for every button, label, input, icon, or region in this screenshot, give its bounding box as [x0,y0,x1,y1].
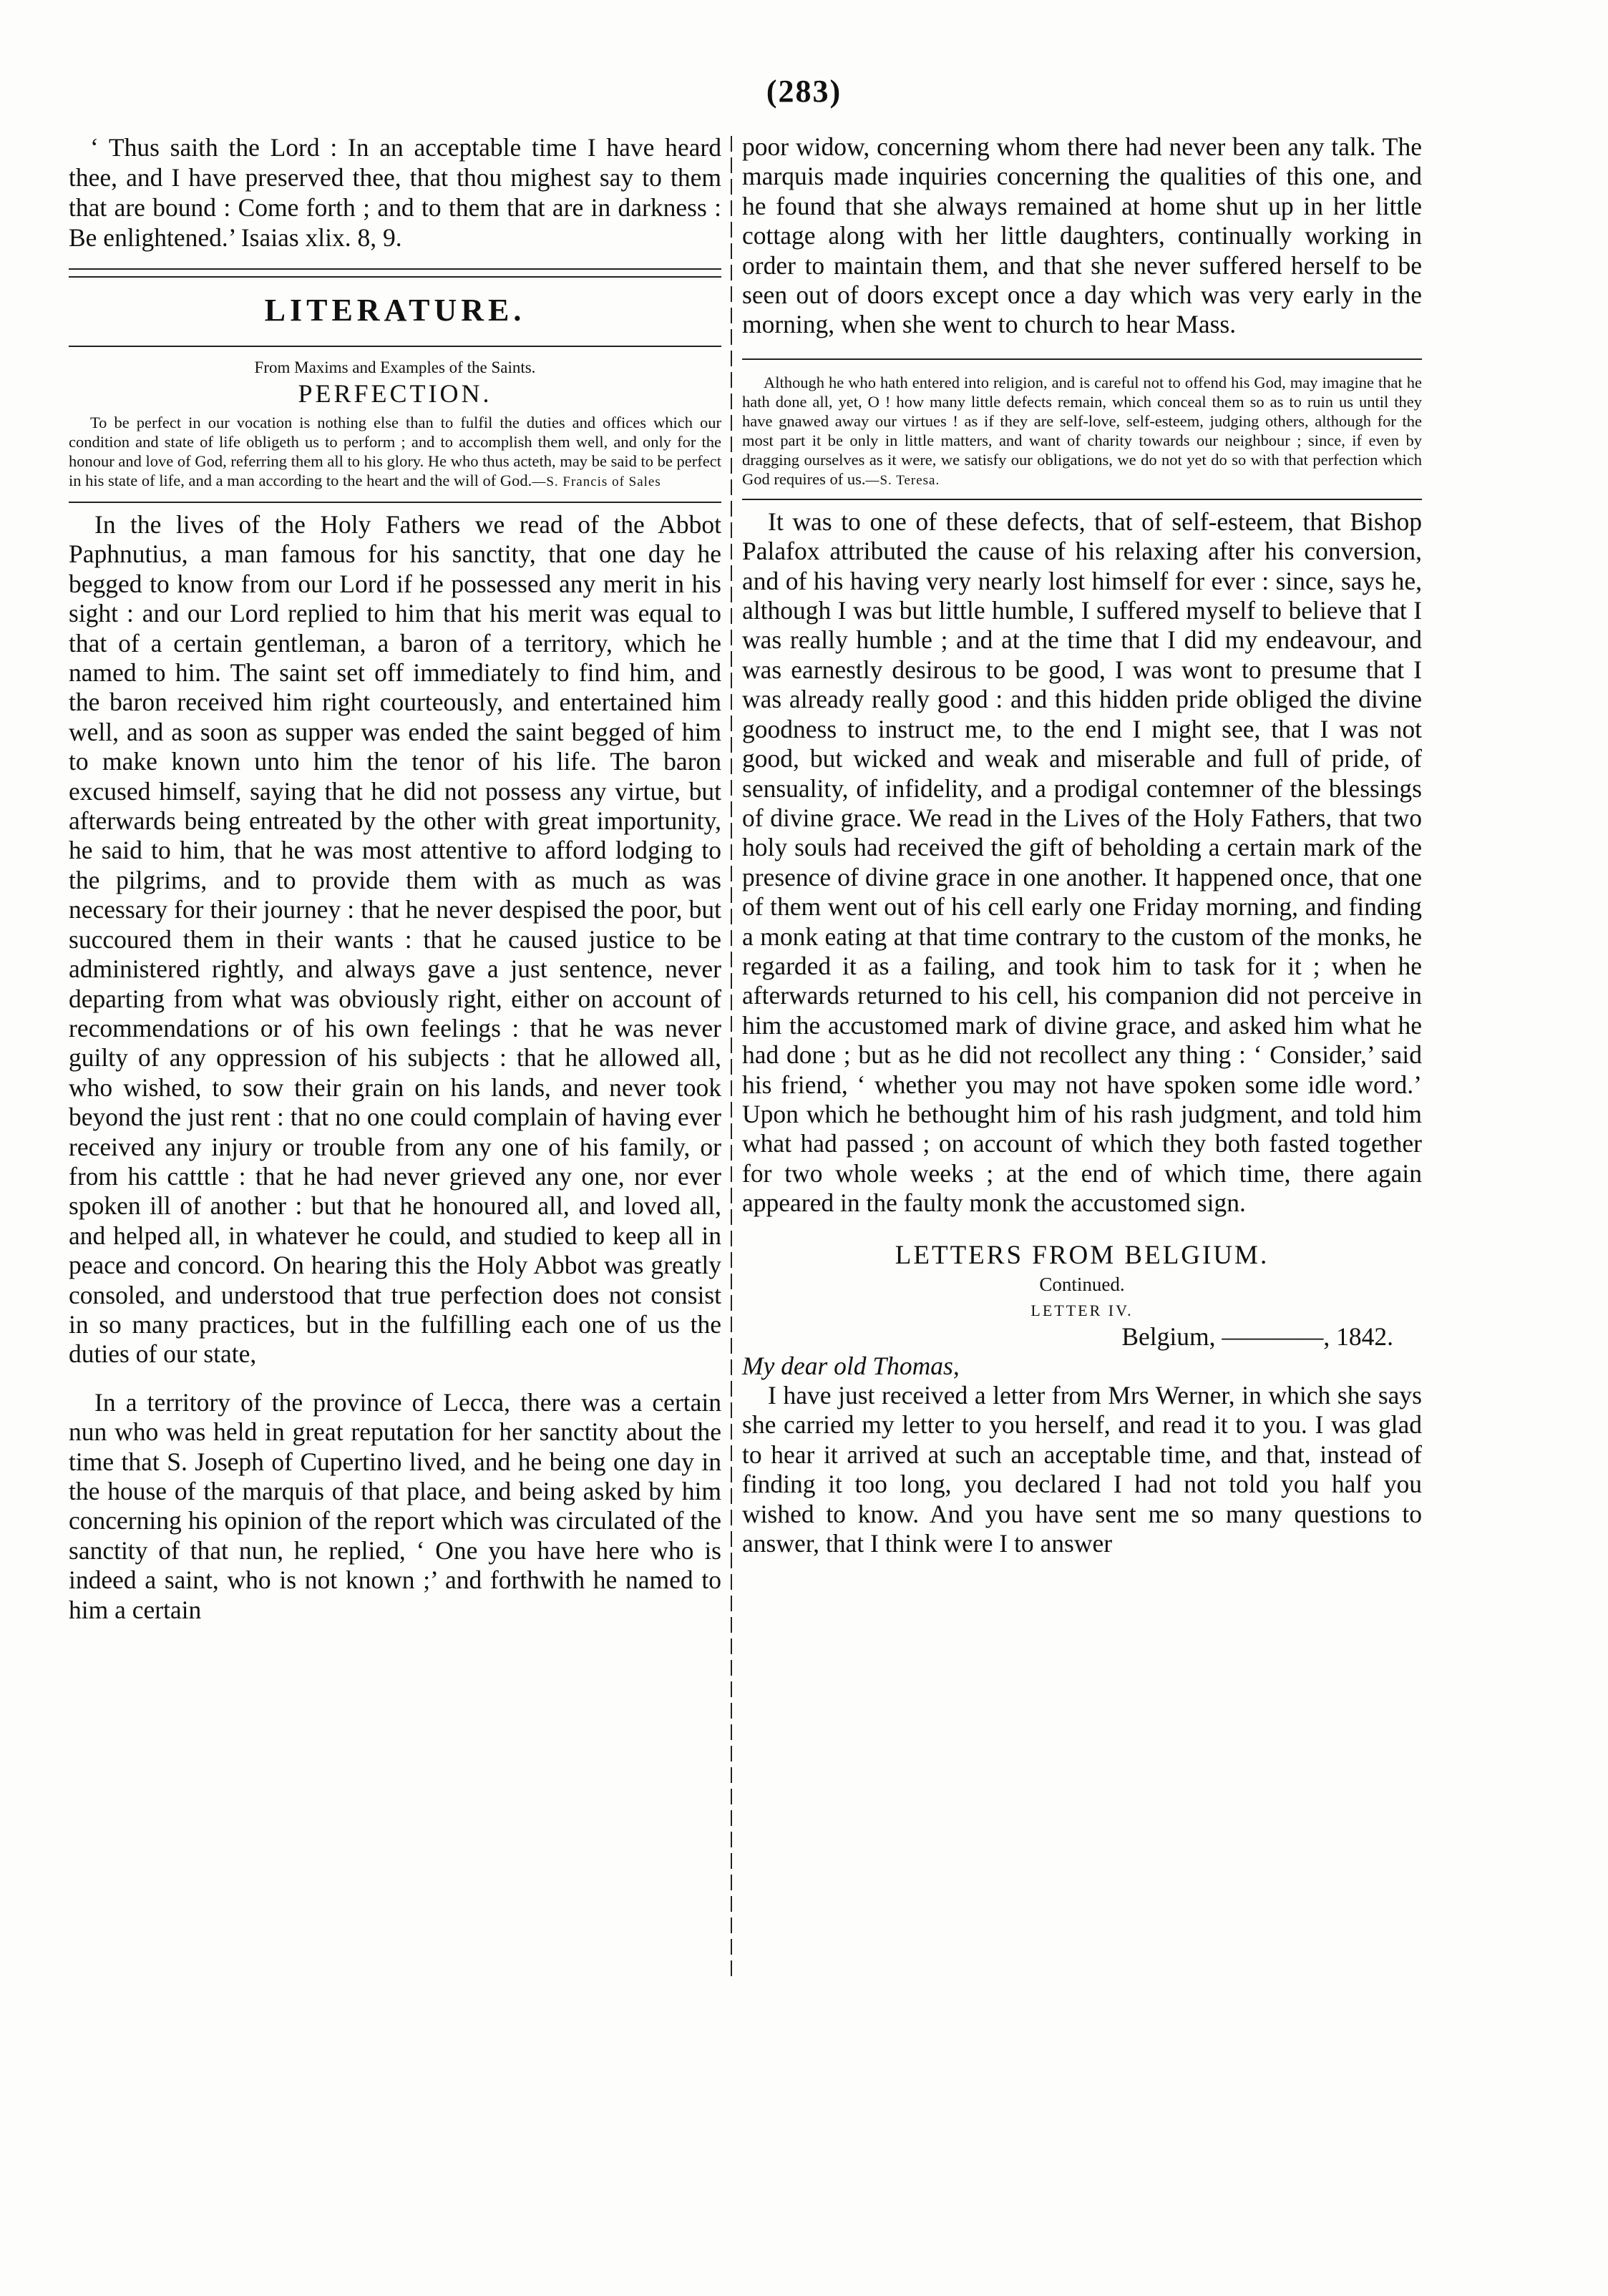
page-number: (283) [766,74,842,109]
salutation: My dear old Thomas, [742,1351,960,1380]
body-paragraph-continued: poor widow, concerning whom there had never been any talk. The marquis made inquiries concerning the qualities of this one, and he found that she always remained at home shut up in her little cottage along with her little daughters, continually working in order to maintain them, and that she never suffered herself to be seen out of doors except once a day which was very early in the morning, when she went to church to hear Mass. [742,132,1422,339]
column-divider [731,136,732,1982]
opening-quote: ‘ Thus saith the Lord : In an acceptable time I have heard thee, and I have preserved thee, that thou mighest say to them that are bound : Come forth ; and to them that are in darkness : Be enlightened.’ Isaias xlix. 8, 9. [69,133,721,252]
paragraph-spacer [69,1369,721,1388]
letter-number: LETTER IV. [1030,1301,1134,1319]
section-title: LITERATURE. [264,293,526,328]
body-paragraph: In the lives of the Holy Fathers we read of the Abbot Paphnutius, a man famous for his sanctity, that one day he begged to know from our Lord if he possessed any merit in his sight : and our Lord replied to him that his merit was equal to that of a certain gentleman, a baron of a territory, which he named to him. The saint set off immediately to find him, and the baron received him right courteously, and entertained him well, and as soon as supper was ended the saint begged of him to make known unto him the tenor of his life. The baron excused himself, saying that he did not possess any virtue, but afterwards being entreated by the other with great importunity, he said to him, that he was most attentive to afford lodging to the pilgrims, and to provide them with as much as was necessary for their journey : that he never despised the poor, but succoured them in their wants : that he caused justice to be administered rightly, and always gave a just sentence, never departing from what was obviously right, either on account of recommendations or of his own feelings : that he was never guilty of any oppression of his subjects : that he allowed all, who wished, to sow their grain on his lands, and never took beyond the just rent : that no one could complain of having ever received any injury or trouble from any one of his family, or from his catttle : that he had never grieved any one, nor ever spoken ill of another : but that he honoured all, and loved all, and helped all, in whatever he could, and studied to keep all in peace and concord. On hearing this the Holy Abbot was greatly consoled, and understood that true perfection does not consist in so many practices, but in the fulfilling each one of us the duties of our state, [69,510,721,1369]
maxim-text [69,413,721,492]
dateline: Belgium, ————, 1842. [1121,1322,1393,1351]
left-column [69,132,721,1625]
body-paragraph: It was to one of these defects, that of self-esteem, that Bishop Palafox attributed the cause of his relaxing after his conversion, and of his having very nearly lost himself for ever : since, says he, although I was but little humble, I suffered myself to believe that I was really humble ; and at the time that I did my endeavour, and was earnestly desirous to be good, I was wont to presume that I was already really good : and this hidden pride obliged the divine goodness to instruct me, to the end I might see, that I was not good, but wicked and weak and miserable and full of pride, of sensuality, of infidelity, and a prodigal contemner of the blessings of divine grace. We read in the Lives of the Holy Fathers, that two holy souls had received the gift of beholding a certain mark of the presence of divine grace in one another. It happened once, that one of them went out of his cell early one Friday morning, and finding a monk eating at that time contrary to the custom of the monks, he regarded it as a failing, and took him to task for it ; when he afterwards returned to his cell, his companion did not perceive in him the accustomed mark of divine grace, and asked him what he had done ; but as he did not recollect any thing : ‘ Consider,’ said his friend, ‘ whether you may not have spoken some idle word.’ Upon which he bethought him of his rash judgment, and told him what had passed ; on account of which they both fasted together for two whole weeks ; at the end of which time, there again appeared in the faulty monk the accustomed sign. [742,507,1422,1218]
maxim-signature: —S. Teresa. [865,472,940,488]
double-rule [69,268,721,278]
title-rule [69,346,721,347]
maxim-separator [742,499,1422,500]
body-paragraph: In a territory of the province of Lecca, there was a certain nun who was held in great reputation for her sanctity about the time that S. Joseph of Cupertino lived, and he being one day in the house of the marquis of that place, and being asked by him concerning his opinion of the report which was circulated of the sanctity of that nun, he replied, ‘ One you have here who is indeed a saint, who is not known ;’ and forthwith he named to him a certain [69,1387,721,1624]
maxim-text [742,373,1422,490]
maxim-body: Although he who hath entered into religion, and is careful not to offend his God, may imagine that he hath done all, yet, O ! how many little defects remain, which conceal them so as to ruin us until they have gnawed away our virtues ! as if they are self-love, self-esteem, judging others, although for the most part it be only in little matters, and want of charity towards our neighbour ; since, if even by dragging ourselves as it were, we satisfy our obligations, we do not yet do so with that perfection which God requires of us. [742,373,1422,488]
letters-title: LETTERS FROM BELGIUM. [895,1240,1270,1270]
right-column [742,132,1422,1558]
source-line: From Maxims and Examples of the Saints. [254,358,536,376]
maxim-separator [69,502,721,503]
subheading: PERFECTION. [298,379,492,408]
maxim-signature: —S. Francis of Sales [532,474,661,489]
maxim-body: To be perfect in our vocation is nothing else than to fulfil the duties and offices which our condition and state of life obligeth us to perform ; and to accomplish them well, and only for the honour and love of God, referring them all to his glory. He who thus acteth, may be said to be perfect in his state of life, and a man according to the heart and the will of God. [69,414,721,489]
continued-label: Continued. [1039,1273,1125,1295]
maxim-top-rule [742,358,1422,360]
letter-body: I have just received a letter from Mrs Werner, in which she says she carried my letter to you herself, and read it to you. I was glad to hear it arrived at such an acceptable time, and that, instead of finding it too long, you declared I had not told you half you wished to know. And you have sent me so many questions to answer, that I think were I to answer [742,1381,1422,1558]
